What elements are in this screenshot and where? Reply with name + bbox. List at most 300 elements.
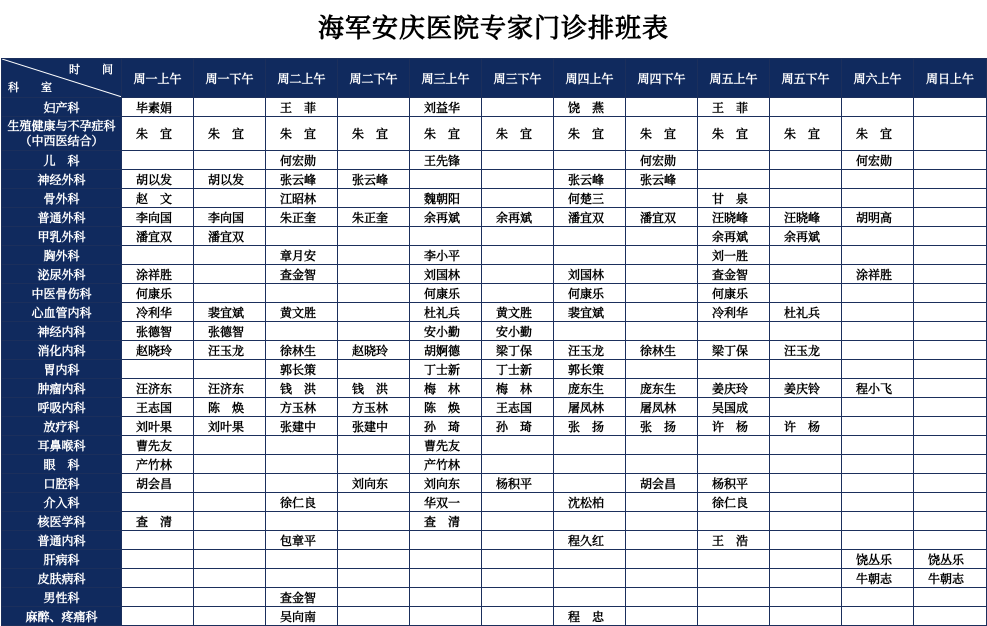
doctor-cell[interactable] bbox=[194, 436, 266, 455]
doctor-cell[interactable]: 刘国林 bbox=[410, 265, 482, 284]
doctor-cell[interactable] bbox=[698, 588, 770, 607]
doctor-cell[interactable] bbox=[194, 284, 266, 303]
doctor-cell[interactable] bbox=[266, 569, 338, 588]
doctor-cell[interactable]: 查金智 bbox=[266, 265, 338, 284]
doctor-cell[interactable] bbox=[554, 322, 626, 341]
doctor-cell[interactable] bbox=[914, 227, 987, 246]
doctor-cell[interactable] bbox=[914, 189, 987, 208]
doctor-cell[interactable]: 何康乐 bbox=[554, 284, 626, 303]
column-header[interactable]: 周三上午 bbox=[410, 59, 482, 98]
doctor-cell[interactable] bbox=[914, 417, 987, 436]
doctor-cell[interactable] bbox=[482, 607, 554, 626]
doctor-cell[interactable] bbox=[914, 474, 987, 493]
doctor-cell[interactable] bbox=[266, 455, 338, 474]
doctor-cell[interactable] bbox=[914, 512, 987, 531]
column-header[interactable]: 周四下午 bbox=[626, 59, 698, 98]
doctor-cell[interactable] bbox=[194, 360, 266, 379]
doctor-cell[interactable] bbox=[194, 189, 266, 208]
department-cell[interactable]: 泌尿外科 bbox=[2, 265, 122, 284]
doctor-cell[interactable]: 张云峰 bbox=[626, 170, 698, 189]
doctor-cell[interactable]: 赵晓玲 bbox=[122, 341, 194, 360]
doctor-cell[interactable]: 何宏勋 bbox=[266, 151, 338, 170]
doctor-cell[interactable] bbox=[626, 531, 698, 550]
doctor-cell[interactable] bbox=[914, 607, 987, 626]
doctor-cell[interactable] bbox=[194, 151, 266, 170]
column-header[interactable]: 周日上午 bbox=[914, 59, 987, 98]
doctor-cell[interactable]: 何康乐 bbox=[410, 284, 482, 303]
doctor-cell[interactable]: 胡以发 bbox=[194, 170, 266, 189]
doctor-cell[interactable]: 程 忠 bbox=[554, 607, 626, 626]
department-cell[interactable]: 儿 科 bbox=[2, 151, 122, 170]
doctor-cell[interactable] bbox=[698, 607, 770, 626]
doctor-cell[interactable]: 胡明高 bbox=[842, 208, 914, 227]
doctor-cell[interactable]: 刘向东 bbox=[410, 474, 482, 493]
doctor-cell[interactable] bbox=[194, 512, 266, 531]
doctor-cell[interactable] bbox=[266, 550, 338, 569]
doctor-cell[interactable] bbox=[194, 98, 266, 117]
doctor-cell[interactable]: 张 扬 bbox=[626, 417, 698, 436]
doctor-cell[interactable]: 朱 宜 bbox=[842, 117, 914, 151]
doctor-cell[interactable]: 屠凤林 bbox=[626, 398, 698, 417]
doctor-cell[interactable] bbox=[194, 246, 266, 265]
doctor-cell[interactable]: 汪济东 bbox=[122, 379, 194, 398]
doctor-cell[interactable] bbox=[914, 588, 987, 607]
doctor-cell[interactable] bbox=[554, 151, 626, 170]
doctor-cell[interactable]: 潘宜双 bbox=[194, 227, 266, 246]
doctor-cell[interactable]: 程小飞 bbox=[842, 379, 914, 398]
column-header[interactable]: 周一上午 bbox=[122, 59, 194, 98]
doctor-cell[interactable] bbox=[914, 455, 987, 474]
doctor-cell[interactable] bbox=[266, 474, 338, 493]
doctor-cell[interactable] bbox=[338, 246, 410, 265]
doctor-cell[interactable]: 王志国 bbox=[122, 398, 194, 417]
doctor-cell[interactable] bbox=[338, 493, 410, 512]
doctor-cell[interactable]: 张建中 bbox=[266, 417, 338, 436]
department-cell[interactable]: 中医骨伤科 bbox=[2, 284, 122, 303]
doctor-cell[interactable]: 涂祥胜 bbox=[842, 265, 914, 284]
doctor-cell[interactable] bbox=[914, 284, 987, 303]
doctor-cell[interactable]: 郭长策 bbox=[266, 360, 338, 379]
doctor-cell[interactable] bbox=[842, 607, 914, 626]
doctor-cell[interactable]: 牛朝志 bbox=[914, 569, 987, 588]
doctor-cell[interactable] bbox=[122, 151, 194, 170]
department-cell[interactable]: 呼吸内科 bbox=[2, 398, 122, 417]
doctor-cell[interactable] bbox=[914, 151, 987, 170]
doctor-cell[interactable]: 庞东生 bbox=[626, 379, 698, 398]
doctor-cell[interactable]: 程久红 bbox=[554, 531, 626, 550]
doctor-cell[interactable] bbox=[698, 569, 770, 588]
department-cell[interactable]: 眼 科 bbox=[2, 455, 122, 474]
doctor-cell[interactable] bbox=[554, 512, 626, 531]
doctor-cell[interactable]: 余再斌 bbox=[482, 208, 554, 227]
column-header[interactable]: 周五上午 bbox=[698, 59, 770, 98]
doctor-cell[interactable]: 陈 焕 bbox=[410, 398, 482, 417]
doctor-cell[interactable] bbox=[266, 436, 338, 455]
department-cell[interactable]: 胸外科 bbox=[2, 246, 122, 265]
doctor-cell[interactable]: 何宏勋 bbox=[626, 151, 698, 170]
doctor-cell[interactable]: 刘向东 bbox=[338, 474, 410, 493]
doctor-cell[interactable] bbox=[410, 227, 482, 246]
doctor-cell[interactable]: 沈松柏 bbox=[554, 493, 626, 512]
doctor-cell[interactable]: 饶丛乐 bbox=[914, 550, 987, 569]
doctor-cell[interactable]: 朱 宜 bbox=[554, 117, 626, 151]
department-cell[interactable]: 妇产科 bbox=[2, 98, 122, 117]
doctor-cell[interactable]: 朱 宜 bbox=[338, 117, 410, 151]
doctor-cell[interactable] bbox=[194, 569, 266, 588]
doctor-cell[interactable]: 毕素娟 bbox=[122, 98, 194, 117]
doctor-cell[interactable] bbox=[338, 265, 410, 284]
doctor-cell[interactable]: 胡以发 bbox=[122, 170, 194, 189]
doctor-cell[interactable] bbox=[914, 493, 987, 512]
department-cell[interactable]: 肝病科 bbox=[2, 550, 122, 569]
doctor-cell[interactable]: 裴宜斌 bbox=[194, 303, 266, 322]
doctor-cell[interactable] bbox=[698, 360, 770, 379]
doctor-cell[interactable] bbox=[194, 550, 266, 569]
doctor-cell[interactable]: 汪玉龙 bbox=[554, 341, 626, 360]
doctor-cell[interactable]: 裴宜斌 bbox=[554, 303, 626, 322]
doctor-cell[interactable]: 朱 宜 bbox=[122, 117, 194, 151]
doctor-cell[interactable]: 李向国 bbox=[194, 208, 266, 227]
doctor-cell[interactable] bbox=[338, 98, 410, 117]
doctor-cell[interactable] bbox=[122, 246, 194, 265]
doctor-cell[interactable]: 安小勤 bbox=[482, 322, 554, 341]
doctor-cell[interactable] bbox=[842, 417, 914, 436]
doctor-cell[interactable] bbox=[338, 455, 410, 474]
doctor-cell[interactable]: 何康乐 bbox=[698, 284, 770, 303]
doctor-cell[interactable]: 朱 宜 bbox=[626, 117, 698, 151]
doctor-cell[interactable]: 潘宜双 bbox=[626, 208, 698, 227]
department-cell[interactable]: 普通内科 bbox=[2, 531, 122, 550]
column-header[interactable]: 周二下午 bbox=[338, 59, 410, 98]
doctor-cell[interactable] bbox=[482, 151, 554, 170]
doctor-cell[interactable]: 冷利华 bbox=[698, 303, 770, 322]
doctor-cell[interactable] bbox=[338, 569, 410, 588]
doctor-cell[interactable]: 徐仁良 bbox=[266, 493, 338, 512]
doctor-cell[interactable]: 张云峰 bbox=[338, 170, 410, 189]
doctor-cell[interactable] bbox=[482, 246, 554, 265]
doctor-cell[interactable] bbox=[626, 512, 698, 531]
doctor-cell[interactable] bbox=[842, 398, 914, 417]
doctor-cell[interactable]: 吴向南 bbox=[266, 607, 338, 626]
doctor-cell[interactable] bbox=[626, 436, 698, 455]
doctor-cell[interactable] bbox=[482, 493, 554, 512]
doctor-cell[interactable] bbox=[482, 98, 554, 117]
doctor-cell[interactable]: 饶 燕 bbox=[554, 98, 626, 117]
doctor-cell[interactable] bbox=[626, 588, 698, 607]
doctor-cell[interactable] bbox=[698, 322, 770, 341]
doctor-cell[interactable] bbox=[914, 379, 987, 398]
column-header[interactable]: 周四上午 bbox=[554, 59, 626, 98]
doctor-cell[interactable] bbox=[914, 265, 987, 284]
doctor-cell[interactable]: 方玉林 bbox=[266, 398, 338, 417]
doctor-cell[interactable]: 王先锋 bbox=[410, 151, 482, 170]
corner-header-cell[interactable] bbox=[2, 59, 122, 98]
department-cell[interactable]: 耳鼻喉科 bbox=[2, 436, 122, 455]
doctor-cell[interactable] bbox=[698, 436, 770, 455]
doctor-cell[interactable] bbox=[554, 474, 626, 493]
doctor-cell[interactable] bbox=[410, 607, 482, 626]
doctor-cell[interactable]: 王 浩 bbox=[698, 531, 770, 550]
doctor-cell[interactable]: 牛朝志 bbox=[842, 569, 914, 588]
doctor-cell[interactable] bbox=[842, 303, 914, 322]
doctor-cell[interactable] bbox=[770, 284, 842, 303]
doctor-cell[interactable]: 冷利华 bbox=[122, 303, 194, 322]
doctor-cell[interactable] bbox=[338, 322, 410, 341]
doctor-cell[interactable] bbox=[842, 360, 914, 379]
doctor-cell[interactable]: 查金智 bbox=[266, 588, 338, 607]
doctor-cell[interactable] bbox=[626, 607, 698, 626]
doctor-cell[interactable] bbox=[914, 436, 987, 455]
doctor-cell[interactable] bbox=[770, 246, 842, 265]
doctor-cell[interactable] bbox=[194, 607, 266, 626]
doctor-cell[interactable]: 徐仁良 bbox=[698, 493, 770, 512]
doctor-cell[interactable] bbox=[626, 227, 698, 246]
doctor-cell[interactable]: 张云峰 bbox=[266, 170, 338, 189]
doctor-cell[interactable]: 包章平 bbox=[266, 531, 338, 550]
doctor-cell[interactable]: 王志国 bbox=[482, 398, 554, 417]
doctor-cell[interactable]: 产竹林 bbox=[410, 455, 482, 474]
doctor-cell[interactable]: 江昭林 bbox=[266, 189, 338, 208]
doctor-cell[interactable]: 梁丁保 bbox=[698, 341, 770, 360]
doctor-cell[interactable] bbox=[626, 284, 698, 303]
doctor-cell[interactable] bbox=[482, 170, 554, 189]
department-cell[interactable]: 骨外科 bbox=[2, 189, 122, 208]
doctor-cell[interactable]: 张云峰 bbox=[554, 170, 626, 189]
doctor-cell[interactable]: 何康乐 bbox=[122, 284, 194, 303]
doctor-cell[interactable] bbox=[770, 322, 842, 341]
doctor-cell[interactable] bbox=[626, 455, 698, 474]
doctor-cell[interactable]: 张德智 bbox=[122, 322, 194, 341]
doctor-cell[interactable]: 余再斌 bbox=[410, 208, 482, 227]
doctor-cell[interactable] bbox=[194, 474, 266, 493]
doctor-cell[interactable] bbox=[122, 493, 194, 512]
doctor-cell[interactable] bbox=[770, 607, 842, 626]
doctor-cell[interactable] bbox=[122, 607, 194, 626]
department-cell[interactable]: 消化内科 bbox=[2, 341, 122, 360]
doctor-cell[interactable]: 李向国 bbox=[122, 208, 194, 227]
doctor-cell[interactable] bbox=[626, 550, 698, 569]
doctor-cell[interactable] bbox=[194, 455, 266, 474]
doctor-cell[interactable]: 庞东生 bbox=[554, 379, 626, 398]
doctor-cell[interactable] bbox=[770, 398, 842, 417]
doctor-cell[interactable] bbox=[554, 455, 626, 474]
doctor-cell[interactable]: 汪晓峰 bbox=[770, 208, 842, 227]
doctor-cell[interactable]: 孙 琦 bbox=[482, 417, 554, 436]
doctor-cell[interactable] bbox=[338, 512, 410, 531]
department-cell[interactable]: 肿瘤内科 bbox=[2, 379, 122, 398]
doctor-cell[interactable] bbox=[842, 322, 914, 341]
doctor-cell[interactable] bbox=[626, 360, 698, 379]
doctor-cell[interactable]: 华双一 bbox=[410, 493, 482, 512]
doctor-cell[interactable] bbox=[842, 98, 914, 117]
doctor-cell[interactable]: 胡会昌 bbox=[626, 474, 698, 493]
doctor-cell[interactable] bbox=[770, 151, 842, 170]
doctor-cell[interactable] bbox=[770, 588, 842, 607]
doctor-cell[interactable]: 吴国成 bbox=[698, 398, 770, 417]
doctor-cell[interactable] bbox=[482, 531, 554, 550]
doctor-cell[interactable]: 朱 宜 bbox=[698, 117, 770, 151]
doctor-cell[interactable] bbox=[338, 189, 410, 208]
doctor-cell[interactable]: 汪玉龙 bbox=[770, 341, 842, 360]
doctor-cell[interactable] bbox=[842, 531, 914, 550]
doctor-cell[interactable]: 朱 宜 bbox=[266, 117, 338, 151]
doctor-cell[interactable] bbox=[554, 227, 626, 246]
doctor-cell[interactable]: 查金智 bbox=[698, 265, 770, 284]
doctor-cell[interactable] bbox=[194, 265, 266, 284]
doctor-cell[interactable] bbox=[914, 117, 987, 151]
doctor-cell[interactable] bbox=[842, 189, 914, 208]
doctor-cell[interactable] bbox=[914, 341, 987, 360]
department-cell[interactable]: 胃内科 bbox=[2, 360, 122, 379]
doctor-cell[interactable]: 黄文胜 bbox=[266, 303, 338, 322]
doctor-cell[interactable] bbox=[482, 455, 554, 474]
doctor-cell[interactable] bbox=[914, 303, 987, 322]
doctor-cell[interactable]: 许 杨 bbox=[698, 417, 770, 436]
doctor-cell[interactable]: 查 清 bbox=[122, 512, 194, 531]
doctor-cell[interactable] bbox=[482, 227, 554, 246]
doctor-cell[interactable] bbox=[410, 531, 482, 550]
doctor-cell[interactable]: 张建中 bbox=[338, 417, 410, 436]
doctor-cell[interactable] bbox=[770, 531, 842, 550]
doctor-cell[interactable]: 黄文胜 bbox=[482, 303, 554, 322]
doctor-cell[interactable]: 朱正奎 bbox=[338, 208, 410, 227]
doctor-cell[interactable]: 钱 洪 bbox=[266, 379, 338, 398]
doctor-cell[interactable] bbox=[338, 588, 410, 607]
department-cell[interactable]: 神经内科 bbox=[2, 322, 122, 341]
doctor-cell[interactable]: 方玉林 bbox=[338, 398, 410, 417]
department-cell[interactable]: 男性科 bbox=[2, 588, 122, 607]
doctor-cell[interactable]: 安小勤 bbox=[410, 322, 482, 341]
doctor-cell[interactable] bbox=[842, 493, 914, 512]
doctor-cell[interactable] bbox=[626, 265, 698, 284]
doctor-cell[interactable]: 姜庆玲 bbox=[698, 379, 770, 398]
doctor-cell[interactable]: 梁丁保 bbox=[482, 341, 554, 360]
doctor-cell[interactable]: 屠凤林 bbox=[554, 398, 626, 417]
doctor-cell[interactable] bbox=[266, 322, 338, 341]
doctor-cell[interactable]: 潘宜双 bbox=[554, 208, 626, 227]
doctor-cell[interactable]: 赵晓玲 bbox=[338, 341, 410, 360]
column-header[interactable]: 周五下午 bbox=[770, 59, 842, 98]
doctor-cell[interactable] bbox=[338, 303, 410, 322]
doctor-cell[interactable] bbox=[914, 170, 987, 189]
doctor-cell[interactable] bbox=[194, 531, 266, 550]
doctor-cell[interactable]: 汪晓峰 bbox=[698, 208, 770, 227]
doctor-cell[interactable] bbox=[122, 588, 194, 607]
department-cell[interactable]: 甲乳外科 bbox=[2, 227, 122, 246]
doctor-cell[interactable]: 王 菲 bbox=[266, 98, 338, 117]
doctor-cell[interactable]: 曹先友 bbox=[410, 436, 482, 455]
doctor-cell[interactable]: 胡婀德 bbox=[410, 341, 482, 360]
doctor-cell[interactable] bbox=[338, 151, 410, 170]
doctor-cell[interactable] bbox=[914, 322, 987, 341]
department-cell[interactable]: 神经外科 bbox=[2, 170, 122, 189]
doctor-cell[interactable] bbox=[698, 151, 770, 170]
doctor-cell[interactable] bbox=[842, 436, 914, 455]
doctor-cell[interactable] bbox=[842, 512, 914, 531]
doctor-cell[interactable]: 潘宜双 bbox=[122, 227, 194, 246]
doctor-cell[interactable]: 张德智 bbox=[194, 322, 266, 341]
doctor-cell[interactable]: 李小平 bbox=[410, 246, 482, 265]
doctor-cell[interactable]: 甘 泉 bbox=[698, 189, 770, 208]
doctor-cell[interactable] bbox=[410, 170, 482, 189]
doctor-cell[interactable]: 曹先友 bbox=[122, 436, 194, 455]
doctor-cell[interactable]: 钱 洪 bbox=[338, 379, 410, 398]
doctor-cell[interactable] bbox=[770, 569, 842, 588]
doctor-cell[interactable] bbox=[770, 474, 842, 493]
doctor-cell[interactable] bbox=[626, 493, 698, 512]
doctor-cell[interactable]: 刘叶果 bbox=[122, 417, 194, 436]
doctor-cell[interactable] bbox=[698, 170, 770, 189]
doctor-cell[interactable]: 丁士新 bbox=[410, 360, 482, 379]
doctor-cell[interactable] bbox=[626, 246, 698, 265]
doctor-cell[interactable]: 徐林生 bbox=[626, 341, 698, 360]
doctor-cell[interactable]: 王 菲 bbox=[698, 98, 770, 117]
doctor-cell[interactable] bbox=[698, 455, 770, 474]
doctor-cell[interactable]: 胡会昌 bbox=[122, 474, 194, 493]
doctor-cell[interactable] bbox=[122, 569, 194, 588]
doctor-cell[interactable] bbox=[266, 284, 338, 303]
column-header[interactable]: 周三下午 bbox=[482, 59, 554, 98]
doctor-cell[interactable] bbox=[122, 531, 194, 550]
department-cell[interactable]: 心血管内科 bbox=[2, 303, 122, 322]
doctor-cell[interactable] bbox=[338, 284, 410, 303]
doctor-cell[interactable] bbox=[770, 98, 842, 117]
doctor-cell[interactable] bbox=[554, 550, 626, 569]
doctor-cell[interactable] bbox=[338, 436, 410, 455]
doctor-cell[interactable]: 刘益华 bbox=[410, 98, 482, 117]
department-cell[interactable]: 核医学科 bbox=[2, 512, 122, 531]
doctor-cell[interactable]: 陈 焕 bbox=[194, 398, 266, 417]
doctor-cell[interactable] bbox=[482, 569, 554, 588]
doctor-cell[interactable] bbox=[770, 170, 842, 189]
doctor-cell[interactable] bbox=[914, 246, 987, 265]
doctor-cell[interactable] bbox=[410, 550, 482, 569]
doctor-cell[interactable] bbox=[770, 189, 842, 208]
doctor-cell[interactable] bbox=[482, 436, 554, 455]
doctor-cell[interactable]: 朱 宜 bbox=[770, 117, 842, 151]
doctor-cell[interactable] bbox=[482, 265, 554, 284]
doctor-cell[interactable] bbox=[770, 512, 842, 531]
doctor-cell[interactable] bbox=[410, 588, 482, 607]
doctor-cell[interactable] bbox=[626, 303, 698, 322]
doctor-cell[interactable]: 刘国林 bbox=[554, 265, 626, 284]
doctor-cell[interactable] bbox=[266, 512, 338, 531]
doctor-cell[interactable]: 梅 林 bbox=[410, 379, 482, 398]
doctor-cell[interactable] bbox=[194, 493, 266, 512]
doctor-cell[interactable] bbox=[410, 569, 482, 588]
department-cell[interactable]: 麻醉、疼痛科 bbox=[2, 607, 122, 626]
doctor-cell[interactable] bbox=[770, 550, 842, 569]
doctor-cell[interactable]: 章月安 bbox=[266, 246, 338, 265]
doctor-cell[interactable] bbox=[266, 227, 338, 246]
doctor-cell[interactable] bbox=[770, 455, 842, 474]
doctor-cell[interactable]: 郭长策 bbox=[554, 360, 626, 379]
department-cell[interactable]: 介入科 bbox=[2, 493, 122, 512]
doctor-cell[interactable]: 刘一胜 bbox=[698, 246, 770, 265]
doctor-cell[interactable] bbox=[122, 550, 194, 569]
department-cell[interactable]: 放疗科 bbox=[2, 417, 122, 436]
doctor-cell[interactable] bbox=[626, 98, 698, 117]
doctor-cell[interactable]: 余再斌 bbox=[698, 227, 770, 246]
doctor-cell[interactable] bbox=[338, 360, 410, 379]
doctor-cell[interactable] bbox=[842, 341, 914, 360]
doctor-cell[interactable]: 汪济东 bbox=[194, 379, 266, 398]
doctor-cell[interactable] bbox=[914, 531, 987, 550]
doctor-cell[interactable]: 朱 宜 bbox=[194, 117, 266, 151]
doctor-cell[interactable]: 刘叶果 bbox=[194, 417, 266, 436]
doctor-cell[interactable]: 杜礼兵 bbox=[410, 303, 482, 322]
doctor-cell[interactable] bbox=[842, 588, 914, 607]
